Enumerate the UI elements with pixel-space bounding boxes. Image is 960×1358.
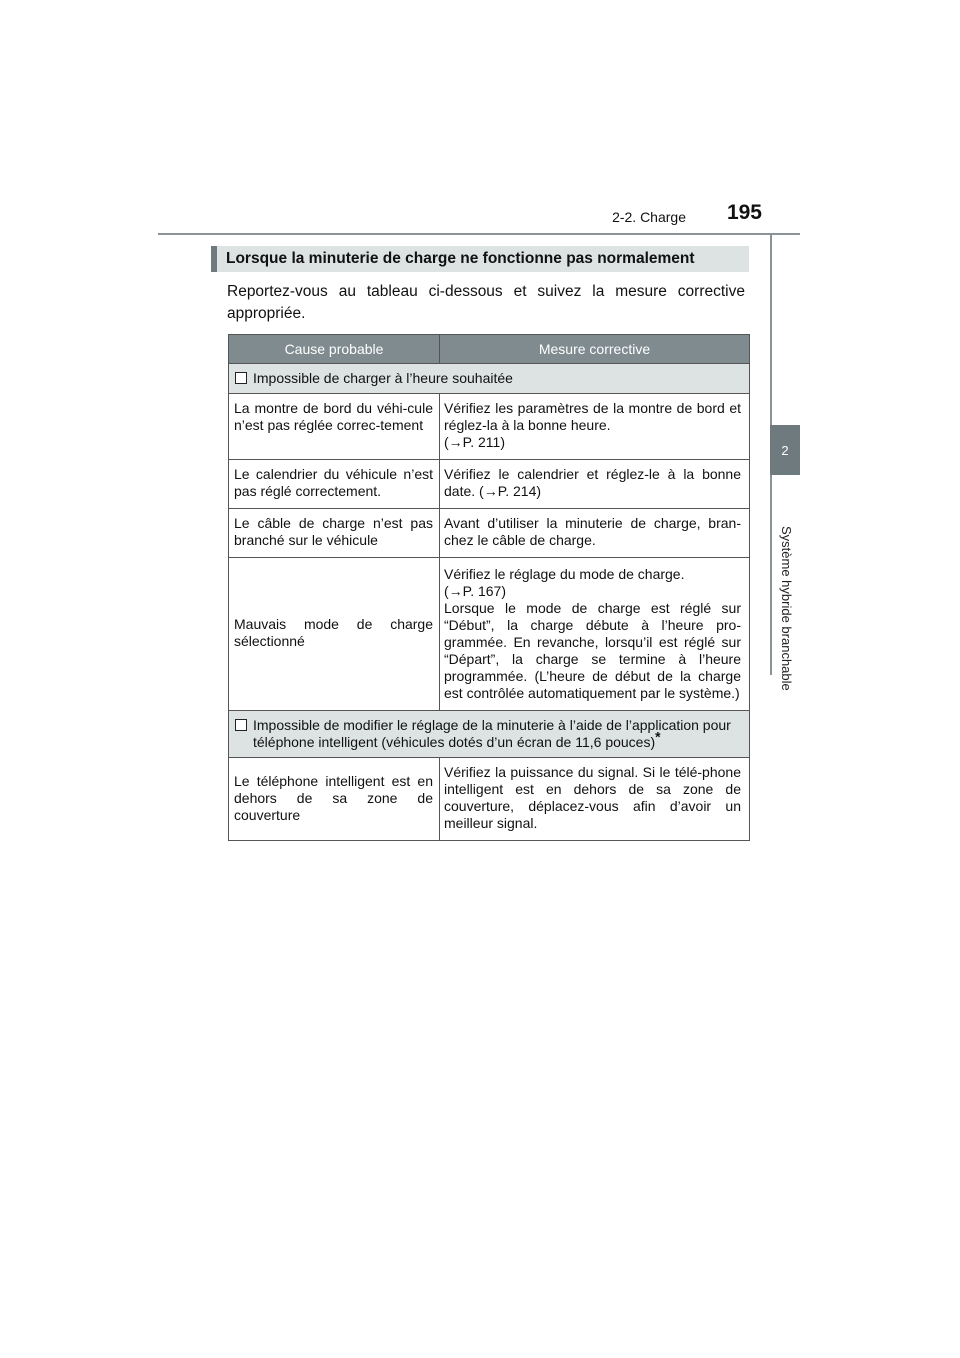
fix-cell: Vérifiez la puissance du signal. Si le télé-phone intelligent est en dehors de sa zone de couverture, déplacez-vous afin d’avoir un meilleur signal.: [440, 758, 750, 841]
table-row: [229, 758, 750, 841]
running-header-section: 2-2. Charge: [612, 209, 686, 225]
cause-cell: Mauvais mode de charge sélectionné: [229, 558, 440, 711]
fix-cell: Vérifiez le réglage du mode de charge. (→P. 167) Lorsque le mode de charge est réglé sur “Début”, la charge débute à l’heure pro-grammée. En revanche, lorsqu’il est réglé sur “Départ”, la charge se termine à l’heure programmée. (L’heure de début de la charge est contrôlée automatiquement par le système.): [440, 558, 750, 711]
group-title: Impossible de modifier le réglage de la minuterie à l’aide de l’application pour téléphone intelligent (véhicules dotés d’un écran de 11,6 pouces): [253, 717, 731, 750]
table-row: [229, 558, 750, 711]
fix-text: Vérifiez le calendrier et réglez-le à la bonne date.: [444, 466, 741, 499]
fix-cell: Avant d’utiliser la minuterie de charge, bran-chez le câble de charge.: [440, 509, 750, 558]
group-title: Impossible de charger à l’heure souhaitée: [253, 370, 513, 386]
cause-cell: La montre de bord du véhi-cule n’est pas réglée correc-tement: [229, 394, 440, 460]
checkbox-square-icon: [235, 372, 247, 384]
fix-text: Vérifiez le réglage du mode de charge.: [444, 566, 685, 582]
fix-text-detail: Lorsque le mode de charge est réglé sur “Début”, la charge débute à l’heure pro-grammée. En revanche, lorsqu’il est réglé sur “Départ”, la charge se termine à l’heure programmée. (L’heure de début de la charge est contrôlée automatiquement par le système.): [444, 600, 741, 701]
arrow-icon: →: [448, 434, 463, 450]
group-heading-row: [229, 711, 750, 758]
side-rule-bottom: [770, 475, 772, 675]
fix-cell: Vérifiez le calendrier et réglez-le à la bonne date. (→P. 214): [440, 460, 750, 509]
cause-cell: Le téléphone intelligent est en dehors de sa zone de couverture: [229, 758, 440, 841]
side-rule-top: [770, 235, 772, 425]
table-header-row: [229, 335, 750, 364]
fix-text: Vérifiez les paramètres de la montre de bord et réglez-la à la bonne heure.: [444, 400, 741, 433]
group-heading: [229, 711, 750, 758]
intro-paragraph: Reportez-vous au tableau ci-dessous et suivez la mesure corrective appropriée.: [227, 283, 745, 322]
column-header-fix: Mesure corrective: [440, 335, 750, 364]
arrow-icon: →: [483, 483, 498, 499]
footnote-mark: *: [655, 728, 661, 745]
table-row: [229, 460, 750, 509]
cause-cell: Le calendrier du véhicule n’est pas réglé correctement.: [229, 460, 440, 509]
page-reference-link[interactable]: P. 211: [462, 434, 501, 450]
arrow-icon: →: [448, 583, 463, 599]
group-heading-row: [229, 364, 750, 394]
troubleshooting-table: [228, 334, 750, 841]
page-number: 195: [726, 201, 762, 224]
cause-cell: Le câble de charge n’est pas branché sur le véhicule: [229, 509, 440, 558]
section-heading: Lorsque la minuterie de charge ne fonctionne pas normalement: [211, 246, 749, 272]
chapter-label: Système hybride branchable: [779, 526, 794, 691]
column-header-cause: Cause probable: [229, 335, 440, 364]
page-reference-link[interactable]: P. 167: [462, 583, 502, 599]
fix-cell: Vérifiez les paramètres de la montre de bord et réglez-la à la bonne heure. (→P. 211): [440, 394, 750, 460]
page-reference-link[interactable]: P. 214: [497, 483, 537, 499]
checkbox-square-icon: [235, 719, 247, 731]
table-row: [229, 394, 750, 460]
table-row: [229, 509, 750, 558]
group-heading: [229, 364, 750, 394]
chapter-tab: [770, 425, 800, 475]
header-rule: [158, 233, 800, 235]
chapter-number: 2: [781, 442, 789, 458]
